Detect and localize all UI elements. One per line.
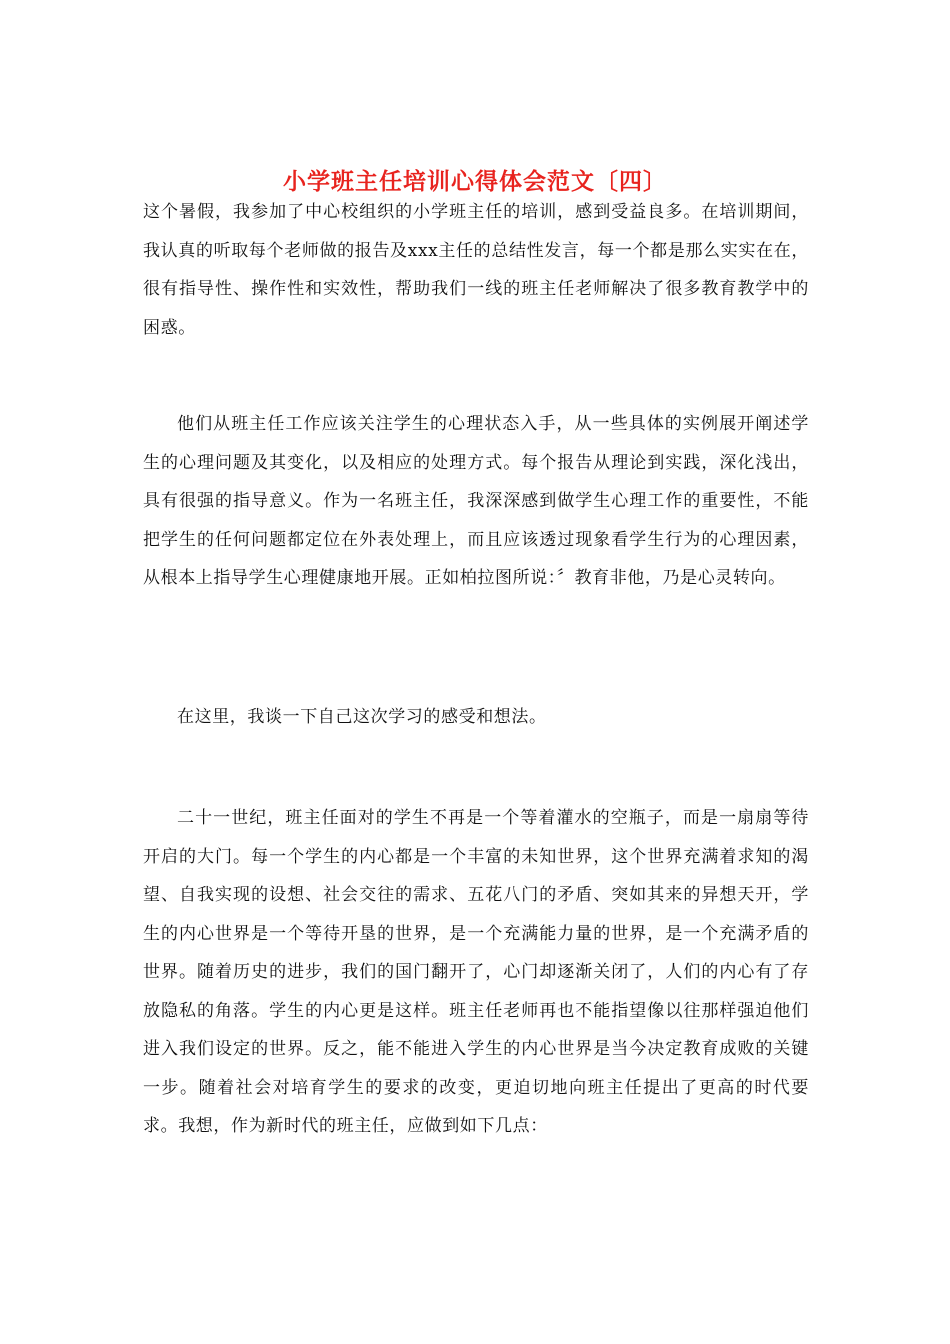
paragraph-4: 二十一世纪，班主任面对的学生不再是一个等着灌水的空瓶子，而是一扇扇等待开启的大门。每一个学生的内心都是一个丰富的未知世界，这个世界充满着求知的渴望、自我实现的设想、社会交往的需求、五花八门的矛盾、突如其来的异想天开，学生的内心世界是一个等待开垦的世界，是一个充满能力量的世界，是一个充满矛盾的世界。随着历史的进步，我们的国门翻开了，心门却逐渐关闭了，人们的内心有了存放隐私的角落。学生的内心更是这样。班主任老师再也不能指望像以往那样强迫他们进入我们设定的世界。反之，能不能进入学生的内心世界是当今决定教育成败的关键一步。随着社会对培育学生的要求的改变，更迫切地向班主任提出了更高的时代要求。我想，作为新时代的班主任，应做到如下几点： (143, 808, 809, 1136)
paragraph-2: 他们从班主任工作应该关注学生的心理状态入手，从一些具体的实例展开阐述学生的心理问题及其变化，以及相应的处理方式。每个报告从理论到实践，深化浅出，具有很强的指导意义。作为一名班主任，我深深感到做学生心理工作的重要性，不能把学生的任何问题都定位在外表处理上，而且应该透过现象看学生行为的心理因素，从根本上指导学生心理健康地开展。正如柏拉图所说：〞教育非他，乃是心灵转向。 (143, 414, 809, 588)
document-title: 小学班主任培训心得体会范文〔四〕 (283, 168, 667, 196)
paragraph-1: 这个暑假，我参加了中心校组织的小学班主任的培训，感到受益良多。在培训期间，我认真的听取每个老师做的报告及xxx主任的总结性发言，每一个都是那么实实在在，很有指导性、操作性和实效性，帮助我们一线的班主任老师解决了很多教育教学中的困惑。 (143, 202, 809, 338)
paragraph-3: 在这里，我谈一下自己这次学习的感受和想法。 (177, 707, 547, 727)
